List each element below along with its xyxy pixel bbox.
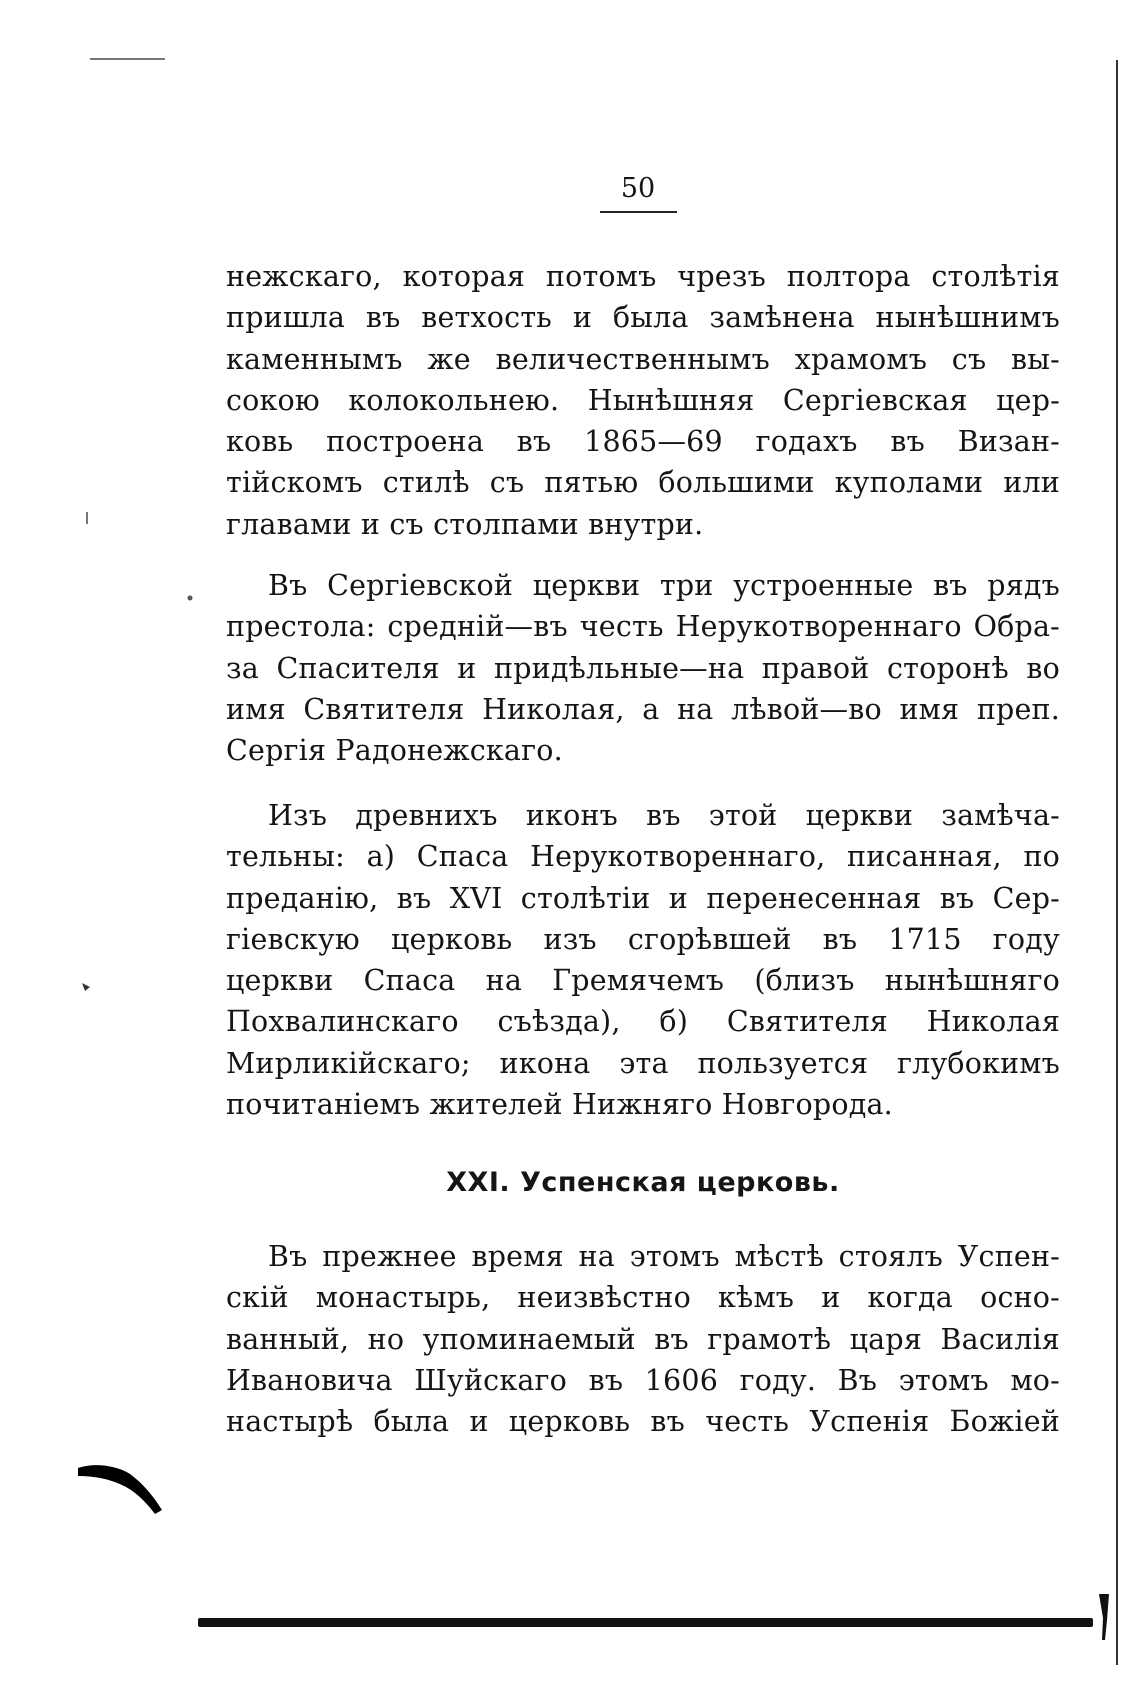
text-line: настырѣ была и церковь въ честь Успенія Божіей (226, 1405, 1060, 1439)
paragraph-4 (226, 1236, 1060, 1442)
text-line: преданію, въ XVI столѣтіи и перенесенная въ Сер- (226, 881, 1060, 915)
page-edge-line (1116, 60, 1118, 1665)
text-line: церкви Спаса на Гремячемъ (близъ нынѣшняго (226, 964, 1060, 998)
paragraph-2 (226, 565, 1060, 771)
text-line: Похвалинскаго съѣзда), б) Святителя Николая (226, 1005, 1060, 1039)
text-line: ковь построена въ 1865—69 годахъ въ Визан- (226, 425, 1060, 459)
text-line: сокою колокольнею. Нынѣшняя Сергіевская цер- (226, 383, 1060, 417)
text-line: Изъ древнихъ иконъ въ этой церкви замѣча- (268, 799, 1060, 832)
text-line: Мирликійскаго; икона эта пользуется глубокимъ (226, 1046, 1060, 1080)
text-line: главами и съ столпами внутри. (226, 507, 704, 541)
text-line: Въ прежнее время на этомъ мѣстѣ стоялъ Успен- (268, 1240, 1060, 1273)
text-line: пришла въ ветхость и была замѣнена нынѣшнимъ (226, 301, 1060, 335)
bottom-rule (198, 1618, 1093, 1627)
scan-artifact-right (1095, 1590, 1115, 1660)
page-number: 50 (620, 173, 656, 204)
text-line: почитаніемъ жителей Нижняго Новгорода. (226, 1088, 893, 1122)
text-line: Сергія Радонежскаго. (226, 734, 563, 768)
text-line: ванный, но упоминаемый въ грамотѣ царя Василія (226, 1322, 1060, 1356)
text-line: гіевскую церковь изъ сгорѣвшей въ 1715 году (226, 922, 1060, 956)
text-line: скій монастырь, неизвѣстно кѣмъ и когда осно- (226, 1281, 1060, 1315)
page-number-underline (600, 211, 677, 213)
text-line: Ивановича Шуйскаго въ 1606 году. Въ этомъ мо- (226, 1363, 1060, 1397)
text-line: престола: средній—въ честь Нерукотвореннаго Обра- (226, 610, 1060, 644)
text-line: за Спасителя и придѣльные—на правой сторонѣ во (226, 651, 1060, 685)
text-line: Въ Сергіевской церкви три устроенные въ рядъ (268, 569, 1060, 602)
text-line: каменнымъ же величественнымъ храмомъ съ вы- (226, 342, 1060, 376)
section-heading: XXI. Успенская церковь. (446, 1167, 840, 1198)
paragraph-1 (226, 256, 1060, 545)
scan-artifact-marks (0, 0, 200, 1681)
text-line: тійскомъ стилѣ съ пятью большими куполами или (226, 466, 1060, 500)
text-line: тельны: а) Спаса Нерукотвореннаго, писанная, по (226, 840, 1060, 874)
text-line: нежскаго, которая потомъ чрезъ полтора столѣтія (226, 260, 1060, 293)
paragraph-3 (226, 795, 1060, 1125)
text-line: имя Святителя Николая, а на лѣвой—во имя преп. (226, 692, 1060, 726)
